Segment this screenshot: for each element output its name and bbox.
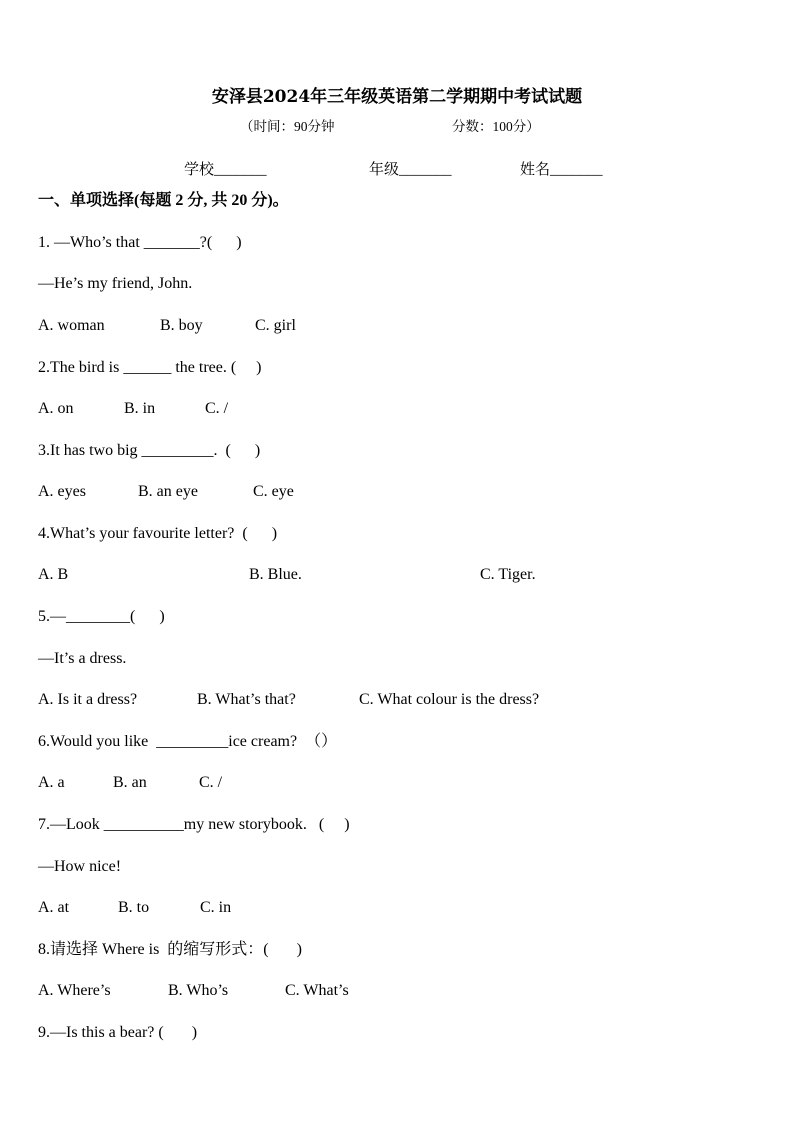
question-1-option-c: C. girl: [255, 317, 296, 334]
question-3-option-c: C. eye: [253, 483, 294, 500]
name-field: 姓名_______: [520, 162, 603, 178]
section-heading: 一、单项选择(每题 2 分, 共 20 分)。: [38, 192, 289, 209]
question-1-stem: 1. —Who’s that _______?( ): [38, 234, 242, 251]
question-6-option-a: A. a: [38, 774, 65, 791]
question-5-option-a: A. Is it a dress?: [38, 691, 138, 708]
question-4-option-b: B. Blue.: [249, 566, 302, 583]
question-7-dialogue: —How nice!: [38, 858, 122, 875]
exam-time: （时间：90分钟: [240, 119, 335, 134]
exam-score: 分数：100分）: [452, 119, 540, 134]
question-2-stem: 2.The bird is ______ the tree. ( ): [38, 359, 262, 376]
question-4-stem: 4.What’s your favourite letter? ( ): [38, 525, 278, 542]
question-5-dialogue: —It’s a dress.: [38, 650, 127, 667]
question-3-option-b: B. an eye: [138, 483, 198, 500]
question-2-option-b: B. in: [124, 400, 156, 417]
question-7-stem: 7.—Look __________my new storybook. ( ): [38, 816, 350, 833]
question-2-option-a: A. on: [38, 400, 74, 417]
question-8-stem: 8.请选择 Where is 的缩写形式：( ): [38, 941, 302, 958]
question-1-option-a: A. woman: [38, 317, 105, 334]
question-7-option-a: A. at: [38, 899, 70, 916]
question-1-option-b: B. boy: [160, 317, 203, 334]
question-7-option-b: B. to: [118, 899, 150, 916]
question-9-stem: 9.—Is this a bear? ( ): [38, 1024, 198, 1041]
question-8-option-b: B. Who’s: [168, 982, 229, 999]
grade-field: 年级_______: [369, 162, 452, 178]
question-2-option-c: C. /: [205, 400, 229, 417]
question-3-option-a: A. eyes: [38, 483, 86, 500]
question-5-option-b: B. What’s that?: [197, 691, 296, 708]
question-1-dialogue: —He’s my friend, John.: [38, 275, 193, 292]
question-3-stem: 3.It has two big _________. ( ): [38, 442, 261, 459]
question-4-option-c: C. Tiger.: [480, 566, 536, 583]
question-5-option-c: C. What colour is the dress?: [359, 691, 540, 708]
question-6-stem: 6.Would you like _________ice cream? （）: [38, 733, 338, 750]
question-6-option-b: B. an: [113, 774, 147, 791]
school-field: 学校_______: [184, 162, 267, 178]
question-8-option-a: A. Where’s: [38, 982, 111, 999]
question-8-option-c: C. What’s: [285, 982, 349, 999]
page-title: 安泽县2024年三年级英语第二学期期中考试试题: [211, 87, 583, 107]
question-7-option-c: C. in: [200, 899, 232, 916]
question-4-option-a: A. B: [38, 566, 69, 583]
question-5-stem: 5.—________( ): [38, 608, 165, 625]
question-6-option-c: C. /: [199, 774, 223, 791]
